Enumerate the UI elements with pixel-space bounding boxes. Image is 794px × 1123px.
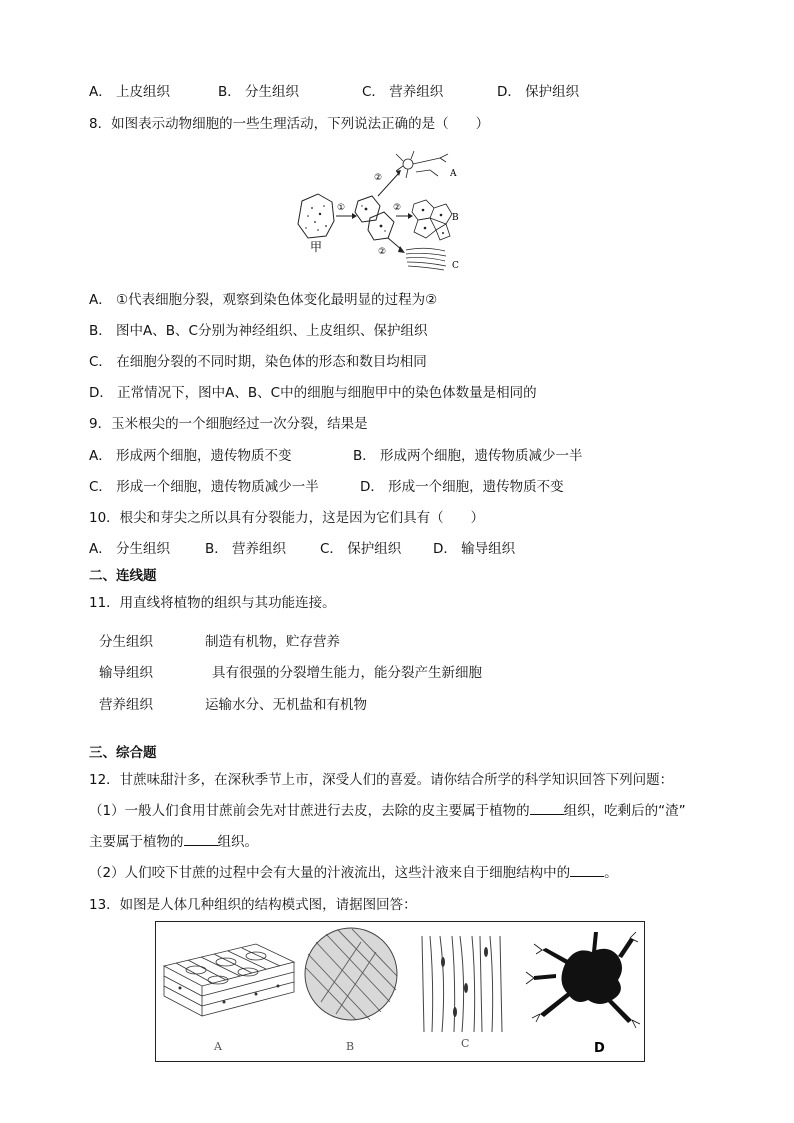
q12-part2-text-b: 。	[604, 865, 618, 881]
q11-left-item: 分生组织	[99, 634, 153, 650]
tissue-c-connective	[422, 936, 502, 1032]
figure-label-jia: 甲	[310, 240, 323, 254]
q12-stem: 12．甘蔗味甜汁多，在深秋季节上市，深受人们的喜爱。请你结合所学的科学知识回答下列问题：	[89, 772, 674, 788]
q10-option-c: C． 保护组织	[320, 541, 402, 557]
q11-left-item: 营养组织	[99, 697, 153, 713]
q7-option-b: B． 分生组织	[218, 84, 300, 100]
epithelium-b	[412, 200, 452, 240]
section-3-heading: 三、综合题	[89, 745, 157, 761]
figure-label-b: B	[452, 213, 459, 223]
q12-part1-text-a: （1）一般人们食用甘蔗前会先对甘蔗进行去皮，去除的皮主要属于植物的	[89, 803, 530, 819]
q9-option-d: D． 形成一个细胞，遗传物质不变	[360, 479, 564, 495]
q11-right-item: 制造有机物，贮存营养	[205, 634, 340, 650]
figure-label-a: A	[450, 169, 457, 179]
q10-stem: 10．根尖和芽尖之所以具有分裂能力，这是因为它们具有（ ）	[89, 510, 485, 526]
answer-blank	[570, 864, 604, 877]
q8-stem: 8．如图表示动物细胞的一些生理活动，下列说法正确的是（ ）	[89, 116, 490, 132]
q7-option-a: A． 上皮组织	[89, 84, 171, 100]
q11-stem: 11．用直线将植物的组织与其功能连接。	[89, 595, 336, 611]
q7-option-c: C． 营养组织	[362, 84, 444, 100]
q8-option-d: D． 正常情况下，图中A、B、C中的细胞与细胞甲中的染色体数量是相同的	[89, 385, 537, 401]
cell-jia	[298, 194, 334, 238]
q12-part1-text-b: 组织，吃剩后的“渣”	[563, 803, 686, 819]
answer-blank	[530, 802, 564, 815]
tissue-a-epithelium	[164, 944, 294, 1016]
q13-stem: 13．如图是人体几种组织的结构模式图，请据图回答：	[89, 897, 417, 913]
section-2-heading: 二、连线题	[89, 568, 157, 584]
figure-step-1: ①	[337, 203, 346, 213]
tissue-d-nervous	[534, 932, 634, 1023]
tissue-label-c: C	[461, 1037, 470, 1050]
cell-differentiation-figure	[290, 146, 470, 276]
q8-option-a: A． ①代表细胞分裂，观察到染色体变化最明显的过程为②	[89, 292, 438, 308]
tissue-label-a: A	[214, 1040, 222, 1053]
q11-right-item: 运输水分、无机盐和有机物	[205, 697, 367, 713]
tissue-figure	[156, 922, 644, 1061]
q9-stem: 9．玉米根尖的一个细胞经过一次分裂，结果是	[89, 416, 368, 432]
q12-part1-text-d: 组织。	[217, 834, 258, 850]
muscle-c	[406, 248, 446, 270]
q12-part1-text-c: 主要属于植物的	[89, 834, 184, 850]
tissue-label-d: D	[594, 1041, 605, 1056]
q7-option-d: D． 保护组织	[497, 84, 580, 100]
figure-step-2-b: ②	[393, 203, 402, 213]
tissue-figure-box	[155, 921, 645, 1062]
answer-blank	[184, 833, 218, 846]
q11-right-item: 具有很强的分裂增生能力，能分裂产生新细胞	[212, 665, 482, 681]
q10-option-a: A． 分生组织	[89, 541, 171, 557]
tissue-b-muscle	[305, 928, 397, 1020]
figure-label-c: C	[452, 261, 459, 271]
q12-part1-line1	[89, 802, 686, 820]
tissue-label-b: B	[346, 1040, 355, 1053]
q9-option-c: C． 形成一个细胞，遗传物质减少一半	[89, 479, 319, 495]
q9-option-b: B． 形成两个细胞，遗传物质减少一半	[353, 448, 583, 464]
q12-part2	[89, 864, 618, 882]
q11-left-item: 输导组织	[99, 665, 153, 681]
figure-step-2-a: ②	[374, 173, 383, 183]
q9-option-a: A． 形成两个细胞，遗传物质不变	[89, 448, 292, 464]
q10-option-b: B． 营养组织	[205, 541, 287, 557]
q12-part1-line2	[89, 833, 258, 851]
neuron-a	[396, 151, 448, 178]
q12-part2-text-a: （2）人们咬下甘蔗的过程中会有大量的汁液流出，这些汁液来自于细胞结构中的	[89, 865, 571, 881]
q10-option-d: D． 输导组织	[433, 541, 516, 557]
figure-step-2-c: ②	[378, 247, 387, 257]
q8-option-b: B． 图中A、B、C分别为神经组织、上皮组织、保护组织	[89, 323, 428, 339]
q8-option-c: C． 在细胞分裂的不同时期，染色体的形态和数目均相同	[89, 354, 427, 370]
